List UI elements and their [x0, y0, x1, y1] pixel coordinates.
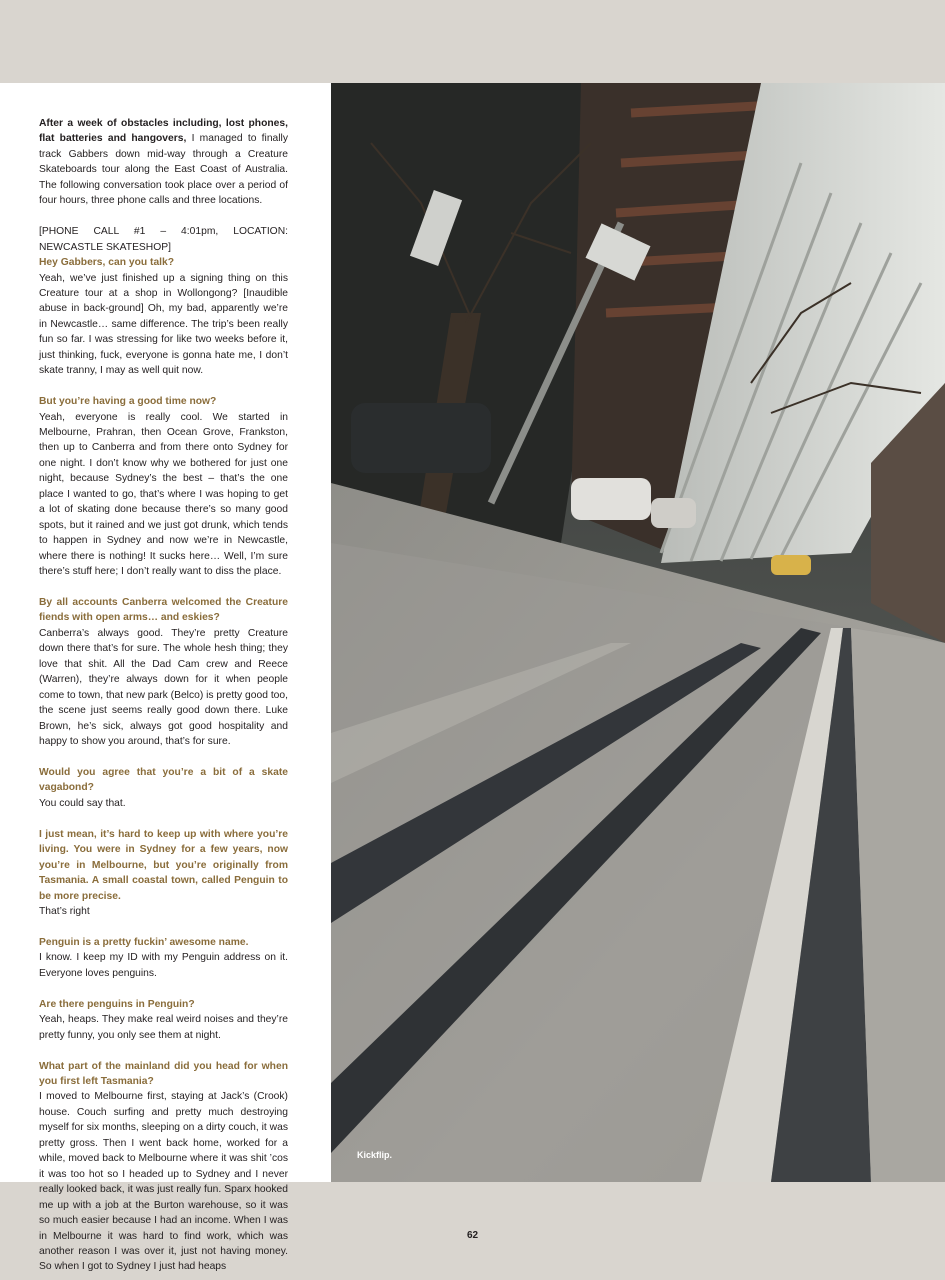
qa-block [39, 1059, 288, 1275]
page-number: 62 [466, 1230, 479, 1241]
answer: Canberra’s always good. They’re pretty Creature down there that’s for sure. The whole hesh thing; they love that shit. All the Dad Cam crew and Reece (Warren), they’re always down for it when people come to town, that new park (Belco) is pretty good too, the scene just seems really good down there. Luke Brown, he’s sick, always got good hospitality and happy to show you around, that’s for sure. [39, 627, 288, 748]
answer: Yeah, we’ve just finished up a signing thing on this Creature tour at a shop in Wollongong? [Inaudible abuse in back-ground] Oh, my bad, apparently we’re in Newcastle… same difference. The trip’s been really fun so far. I was stressing for like two weeks before it, just thinking, fuck, everyone is gonna hate me, I don’t skate tranny, I may as well quit now. [39, 272, 288, 377]
answer: I know. I keep my ID with my Penguin address on it. Everyone loves penguins. [39, 952, 288, 979]
intro-bold: After a week of obstacles including, lost phones, flat batteries and hangovers, [39, 118, 288, 145]
question: By all accounts Canberra welcomed the Creature fiends with open arms… and eskies? [39, 597, 288, 624]
answer: Yeah, heaps. They make real weird noises and they’re pretty funny, you only see them at night. [39, 1014, 288, 1041]
call-marker: [PHONE CALL #1 – 4:01pm, LOCATION: NEWCASTLE SKATESHOP] [39, 226, 288, 253]
street-photo-illustration [331, 83, 945, 1182]
question: I just mean, it’s hard to keep up with where you’re living. You were in Sydney for a few years, now you’re in Melbourne, but you’re originally from Tasmania. A small coastal town, called Penguin to be more precise. [39, 828, 288, 902]
question: Hey Gabbers, can you talk? [39, 257, 175, 269]
qa-block [39, 394, 288, 579]
qa-block [39, 935, 288, 981]
intro-paragraph [39, 116, 288, 209]
answer: Yeah, everyone is really cool. We started in Melbourne, Prahran, then Ocean Grove, Frankston, then up to Canberra and from there onto Sydney for one night. I don’t know why we bothered for just one night, because Sydney’s the best – that’s the one place I wanted to go, that’s where I was hoping to get a lot of skating done because there’s so many good spots, but it rained and we just got drunk, which tends to happen in Sydney and now we’re in Newcastle, where there is nothing! It sucks here… Well, I’m sure there’s stuff here; I don’t really want to diss the place. [39, 411, 288, 578]
question: Penguin is a pretty fuckin’ awesome name. [39, 936, 249, 948]
intro-text: I managed to finally track Gabbers down mid-way through a Creature Skateboards tour along the East Coast of Australia. The following conversation took place over a period of four hours, three phone calls and three locations. [39, 133, 288, 207]
qa-block [39, 765, 288, 811]
question: What part of the mainland did you head for when you first left Tasmania? [39, 1060, 288, 1087]
answer: I moved to Melbourne first, staying at Jack’s (Crook) house. Couch surfing and pretty much destroying myself for six months, sleeping on a dirty couch, it was pretty gross. Then I went back home, worked for a while, moved back to Melbourne where it was shit ’cos it was too hot so I headed up to Sydney and I never really looked back, it was just really fun. Sparx hooked me up with a job at the Burton warehouse, so it was so much easier because I had an income. When I was in Melbourne it was hard to find work, which was another reason I was over it, just not having money. So when I got to Sydney I just had heaps [39, 1091, 288, 1273]
question: But you’re having a good time now? [39, 396, 217, 408]
article-column [39, 116, 288, 1275]
answer: You could say that. [39, 797, 126, 809]
qa-block [39, 997, 288, 1043]
qa-block [39, 827, 288, 920]
qa-block [39, 255, 288, 379]
photo-caption: Kickflip. [357, 1150, 393, 1160]
question: Are there penguins in Penguin? [39, 998, 195, 1010]
question: Would you agree that you’re a bit of a skate vagabond? [39, 766, 288, 794]
answer: That’s right [39, 906, 90, 918]
qa-block [39, 595, 288, 750]
street-photo [331, 83, 945, 1182]
